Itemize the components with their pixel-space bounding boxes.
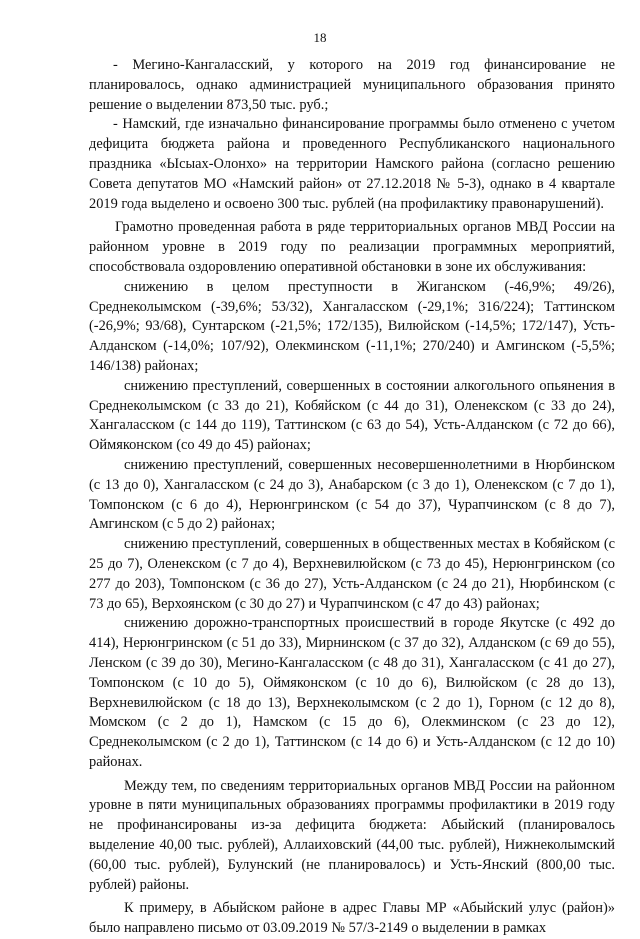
document-body — [89, 56, 615, 939]
paragraph-juvenile-crimes: снижению преступлений, совершенных несовершеннолетними в Нюрбинском (с 13 до 0), Хангаласском (с 24 до 3), Анабарском (с 3 до 1), Оленекском (с 7 до 1), Томпонском (с 6 до 4), Нерюнгринском (с 54 до 37), Чурапчинском (с 8 до 7), Амгинском (с 5 до 2) районах; — [89, 456, 615, 533]
paragraph-mvd-work: Грамотно проведенная работа в ряде территориальных органов МВД России на районном уровне в 2019 году по реализации программных мероприятий, способствовала оздоровлению оперативной обстановки в зоне их обслуживания: — [89, 219, 615, 275]
paragraph-megino-kangalassky: - Мегино-Кангаласский, у которого на 2019 год финансирование не планировалось, однако администрацией муниципального образования принято решение о выделении 873,50 тыс. руб.; — [89, 57, 615, 113]
paragraph-abyisky-example: К примеру, в Абыйском районе в адрес Главы МР «Абыйский улус (район)» было направлено письмо от 03.09.2019 № 57/3-2149 о выделении в рамках — [89, 900, 615, 937]
paragraph-traffic-accidents: снижению дорожно-транспортных происшествий в городе Якутске (с 492 до 414), Нерюнгринском (с 51 до 33), Мирнинском (с 37 до 32), Алданском (с 69 до 55), Ленском (с 39 до 30), Мегино-Кангаласском (с 48 до 31), Хангаласском (с 41 до 27), Томпонском (с 10 до 5), Оймяконском (с 10 до 6), Вилюйском (с 28 до 13), Верхневилюйском (с 18 до 13), Верхнеколымском (с 2 до 1), Горном (с 12 до 8), Момском (с 2 до 1), Намском (с 15 до 6), Олекминском (с 23 до 12), Среднеколымском (с 2 до 1), Таттинском (с 14 до 6) и Усть-Алданском (с 12 до 10) районах. — [89, 615, 615, 770]
paragraph-public-place-crimes: снижению преступлений, совершенных в общественных местах в Кобяйском (с 25 до 7), Оленекском (с 7 до 4), Верхневилюйском (с 73 до 45), Нерюнгринском (со 277 до 203), Томпонском (с 36 до 27), Усть-Алданском (с 24 до 21), Нюрбинском (с 73 до 65), Верхоянском (с 30 до 27) и Чурапчинском (с 47 до 43) районах; — [89, 536, 615, 612]
paragraph-unfunded-programs: Между тем, по сведениям территориальных органов МВД России на районном уровне в пяти муниципальных образованиях программы профилактики в 2019 году не профинансированы из-за дефицита бюджета: Абыйский (планировалось выделение 40,00 тыс. рублей), Аллаиховский (44,00 тыс. рублей), Нижнеколымский (60,00 тыс. рублей), Булунский (не планировалось) и Усть-Янский (800,00 тыс. рублей) районы. — [89, 777, 615, 893]
page-number: 18 — [313, 30, 327, 45]
paragraph-crime-reduction: снижению в целом преступности в Жиганском (-46,9%; 49/26), Среднеколымском (-39,6%; 53/32), Хангаласском (-29,1%; 316/224); Таттинском (-26,9%; 93/68), Сунтарском (-21,5%; 172/135), Вилюйском (-14,5%; 172/147), Усть-Алданском (-14,0%; 107/92), Олекминском (-11,1%; 270/240) и Амгинском (-5,5%; 146/138) районах; — [89, 278, 615, 374]
paragraph-alcohol-crimes: снижению преступлений, совершенных в состоянии алкогольного опьянения в Среднеколымском (с 33 до 21), Кобяйском (с 44 до 31), Оленекском (с 33 до 24), Хангаласском (с 144 до 119), Таттинском (с 63 до 54), Усть-Алданском (с 72 до 66), Оймяконском (со 49 до 45) районах; — [89, 377, 615, 454]
paragraph-namsky: - Намский, где изначально финансирование программы было отменено с учетом дефицита бюджета района и проведенного Республиканского национального праздника «Ысыах-Олонхо» на территории Намского района (согласно решению Совета депутатов МО «Намский район» от 27.12.2018 № 5-3), однако в 4 квартале 2019 года выделено и освоено 300 тыс. рублей (на профилактику правонарушений). — [89, 116, 615, 212]
